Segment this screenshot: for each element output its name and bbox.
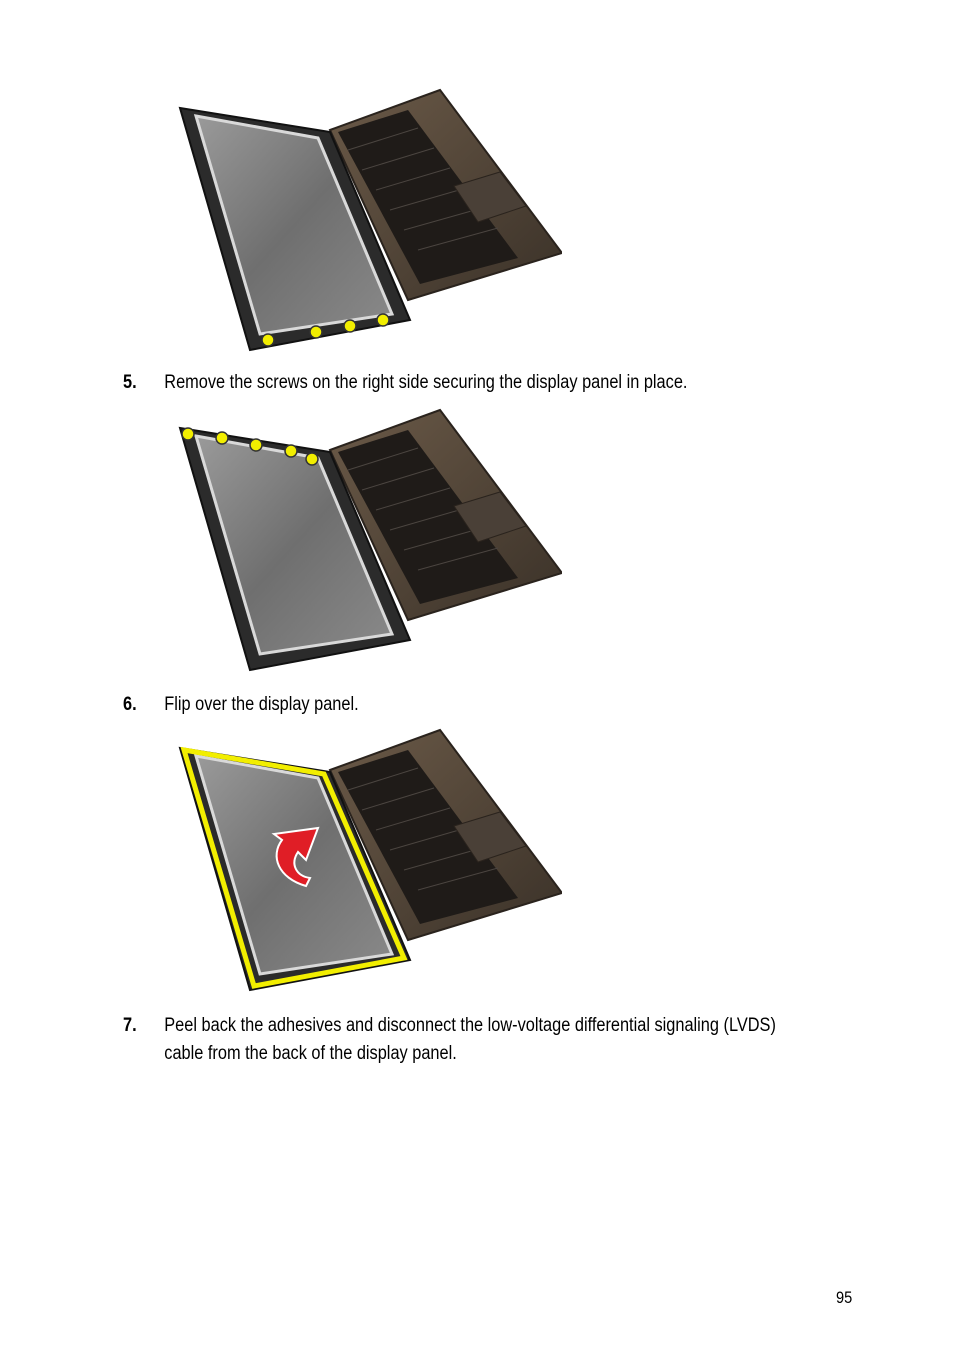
page-number: 95 xyxy=(836,1288,853,1307)
screw-marker xyxy=(216,432,228,444)
laptop-display-flip-figure xyxy=(178,728,562,996)
step-text: Flip over the display panel. xyxy=(164,694,359,715)
screw-marker xyxy=(285,445,297,457)
step-text: Peel back the adhesives and disconnect the low-voltage differential signaling (LVDS) cable from the back of the display panel. xyxy=(164,1015,776,1064)
screw-marker xyxy=(306,453,318,465)
screw-marker xyxy=(250,439,262,451)
step-text: Remove the screws on the right side securing the display panel in place. xyxy=(164,372,688,393)
screw-marker xyxy=(262,334,274,346)
screw-marker xyxy=(377,314,389,326)
screw-marker xyxy=(310,326,322,338)
step-number: 6. xyxy=(123,694,137,715)
laptop-display-bottom-screws-figure xyxy=(178,88,562,356)
laptop-display-top-screws-figure xyxy=(178,408,562,676)
step-number: 5. xyxy=(123,372,137,393)
screw-marker xyxy=(344,320,356,332)
step-number: 7. xyxy=(123,1015,137,1036)
screw-marker xyxy=(182,428,194,440)
